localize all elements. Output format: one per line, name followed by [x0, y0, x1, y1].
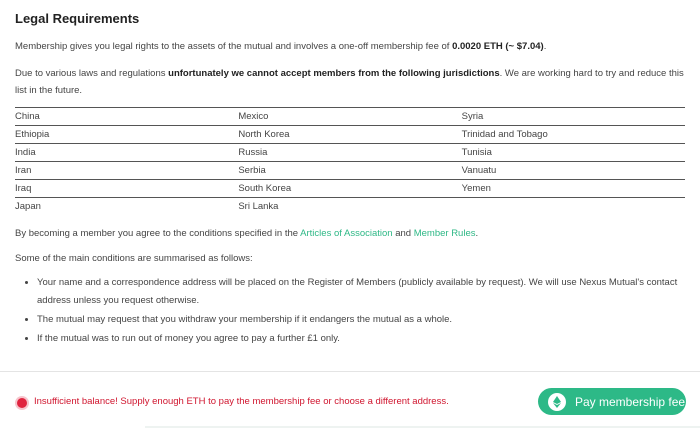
error-icon	[17, 398, 27, 408]
table-row	[15, 126, 685, 144]
jurisdiction-cell: China	[15, 108, 238, 126]
jurisdiction-cell: India	[15, 144, 238, 162]
table-row	[15, 162, 685, 180]
jurisdiction-cell: North Korea	[238, 126, 461, 144]
section-title: Legal Requirements	[15, 11, 140, 26]
error-message: Insufficient balance! Supply enough ETH to pay the membership fee or choose a different address.	[34, 396, 449, 407]
membership-fee-amount: 0.0020 ETH (~ $7.04)	[452, 41, 544, 52]
jurisdiction-cell: Russia	[238, 144, 461, 162]
pay-membership-fee-button[interactable]	[538, 388, 686, 415]
jurisdiction-cell: Tunisia	[462, 144, 685, 162]
jurisdiction-cell: Iraq	[15, 180, 238, 198]
jurisdiction-cell: Ethiopia	[15, 126, 238, 144]
pay-button-label: Pay membership fee	[575, 394, 686, 409]
list-item: • If the mutual was to run out of money you agree to pay a further £1 only.	[37, 330, 685, 348]
jurisdiction-cell: Mexico	[238, 108, 461, 126]
agreement-text: By becoming a member you agree to the conditions specified in the Articles of Association and Member Rules.	[15, 228, 479, 239]
member-rules-link[interactable]: Member Rules	[413, 228, 476, 239]
list-item: • The mutual may request that you withdraw your membership if it endangers the mutual as a whole.	[37, 311, 685, 329]
jurisdiction-cell: Syria	[462, 108, 685, 126]
articles-of-association-link[interactable]: Articles of Association	[300, 228, 393, 239]
table-row	[15, 180, 685, 198]
jurisdiction-cell: Serbia	[238, 162, 461, 180]
footer-bar	[0, 372, 700, 428]
conditions-intro: Some of the main conditions are summarised as follows:	[15, 253, 253, 264]
membership-fee-text: Membership gives you legal rights to the assets of the mutual and involves a one-off membership fee of 0.0020 ETH (~ $7.04).	[15, 41, 547, 52]
jurisdictions-notice: Due to various laws and regulations unfortunately we cannot accept members from the following jurisdictions. We are working hard to try and reduce this list in the future.	[15, 68, 684, 96]
jurisdiction-cell: Iran	[15, 162, 238, 180]
list-item: • Your name and a correspondence address will be placed on the Register of Members (publicly available by request). We will use Nexus Mutual's contact address unless you request otherwise.	[37, 274, 685, 310]
jurisdictions-table	[15, 107, 685, 216]
table-row	[15, 198, 685, 216]
jurisdiction-cell: Sri Lanka	[238, 201, 279, 213]
conditions-list	[15, 274, 685, 349]
jurisdiction-cell: Trinidad and Tobago	[462, 126, 685, 144]
jurisdiction-cell: South Korea	[238, 180, 461, 198]
jurisdiction-cell: Japan	[15, 201, 41, 213]
table-row	[15, 144, 685, 162]
table-row	[15, 108, 685, 126]
jurisdiction-cell	[462, 198, 685, 216]
jurisdiction-cell: Vanuatu	[462, 162, 685, 180]
ethereum-icon	[548, 393, 566, 411]
jurisdiction-cell: Yemen	[462, 180, 685, 198]
